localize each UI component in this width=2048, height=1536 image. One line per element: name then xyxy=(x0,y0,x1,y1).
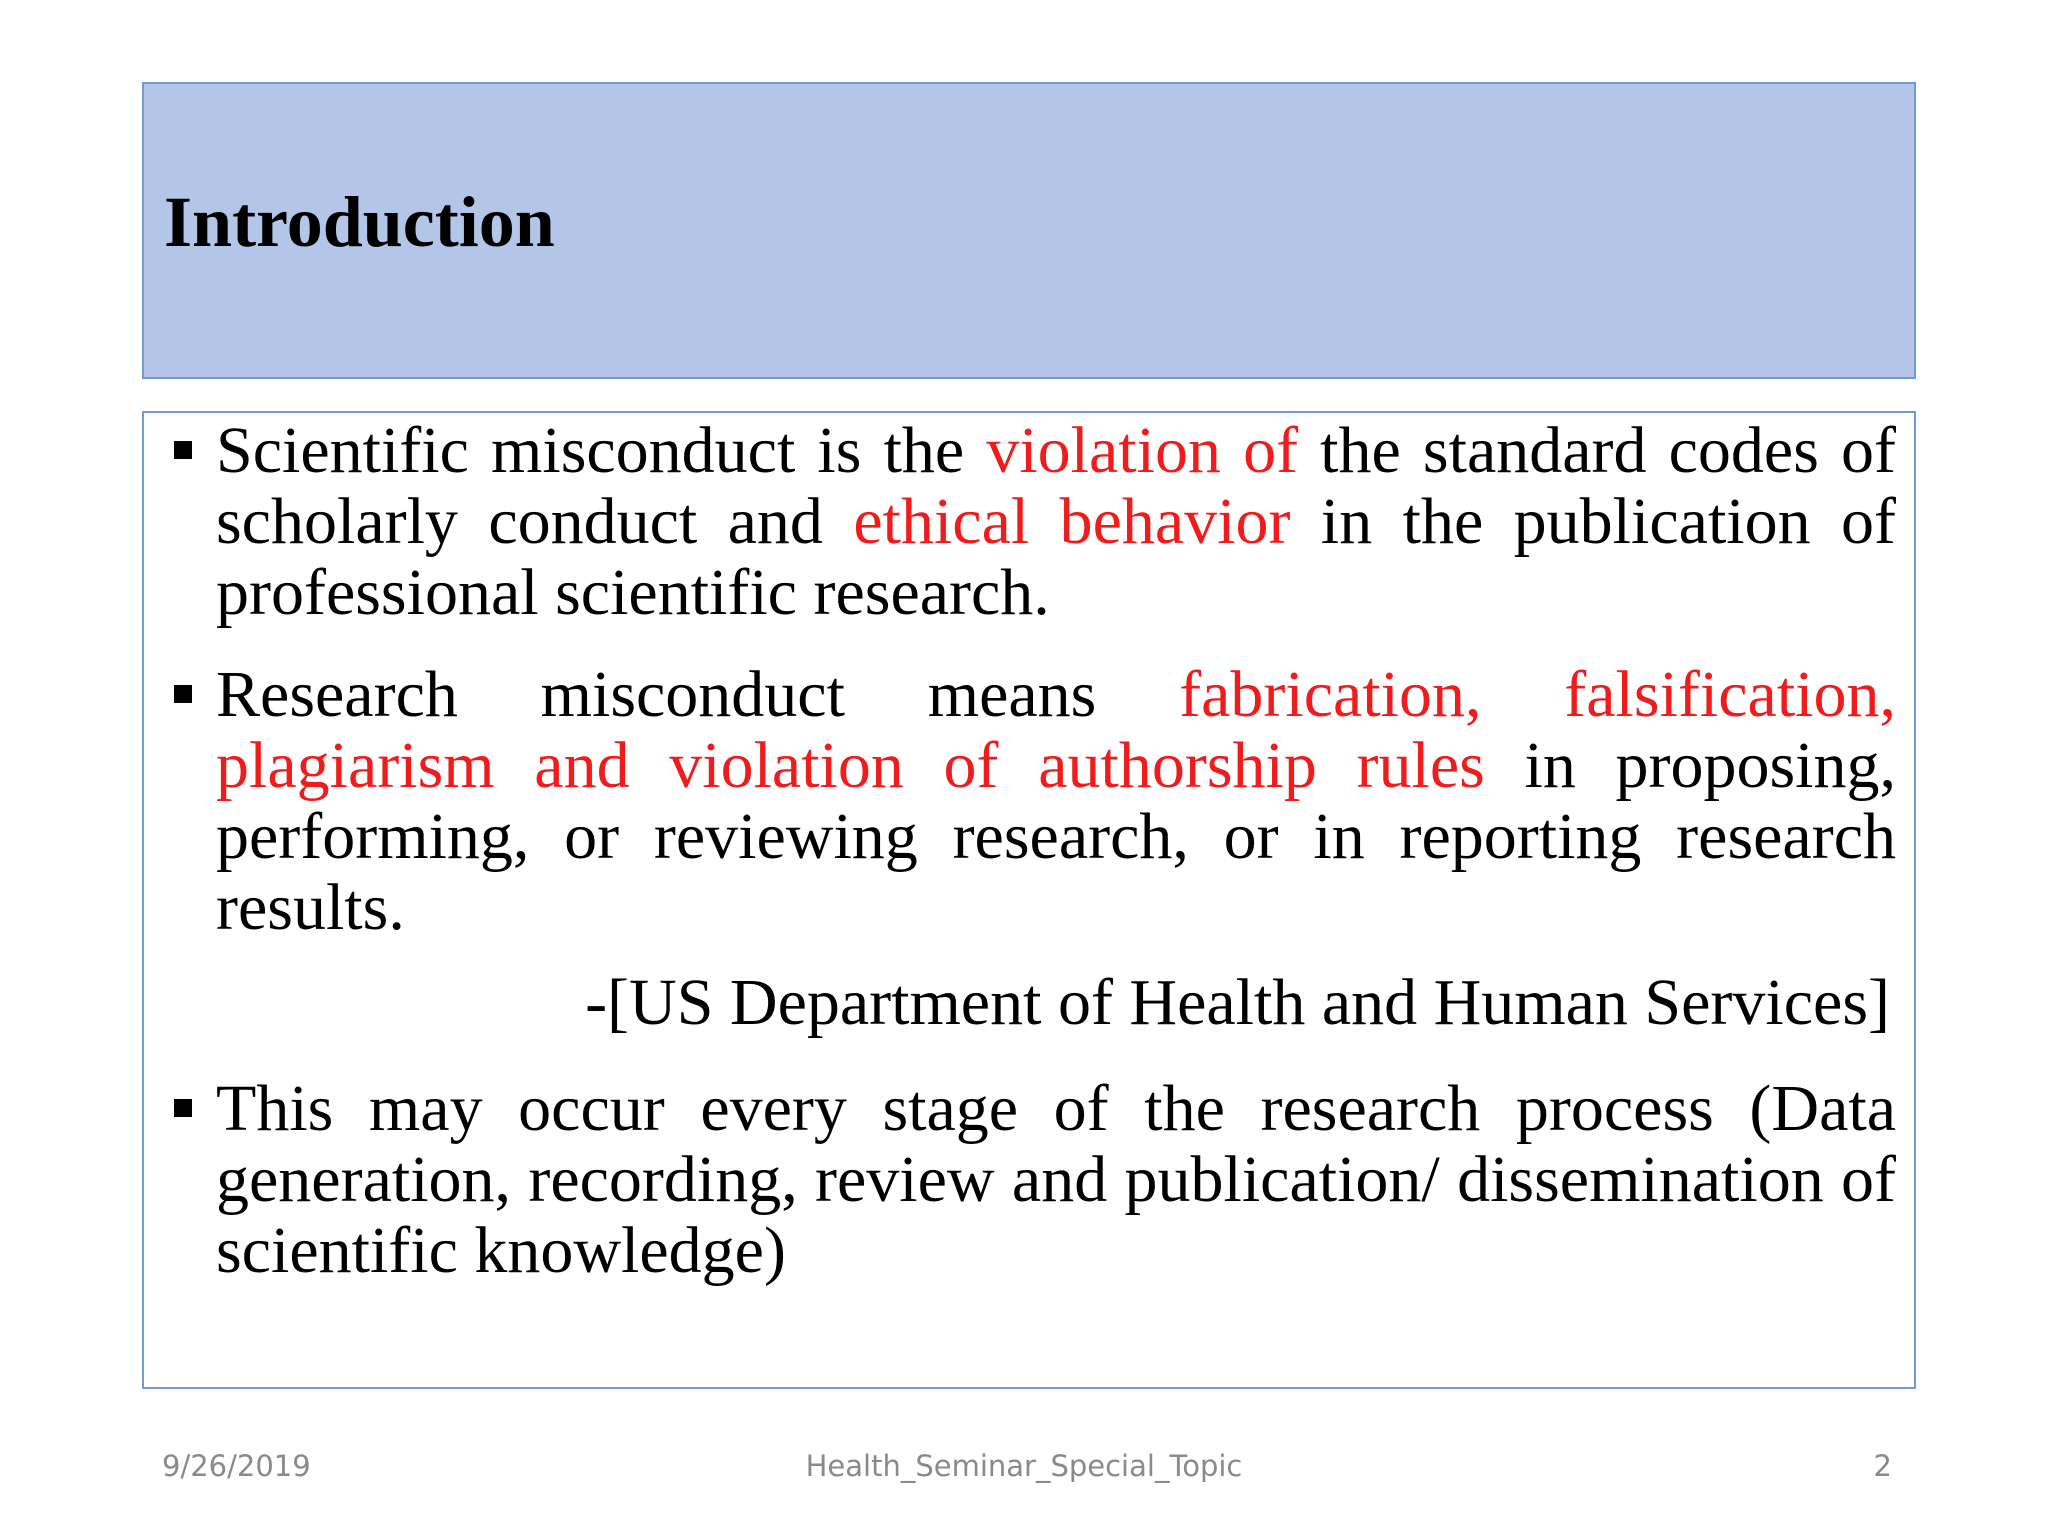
title-placeholder xyxy=(142,82,1916,379)
bullet-1-highlight-2: ethical behavior xyxy=(853,485,1291,558)
bullet-1-part-2: the standard codes of scholarly conduct and xyxy=(216,414,1896,558)
content-placeholder xyxy=(142,411,1916,1389)
bullet-item-2 xyxy=(216,659,1896,943)
footer-page-number: 2 xyxy=(1873,1449,1892,1483)
bullet-2-part-1: Research misconduct means xyxy=(216,658,1180,731)
square-bullet-icon xyxy=(174,1099,192,1117)
bullet-2-highlight: fabrication, falsification, plagiarism and violation of authorship rules xyxy=(216,658,1896,802)
footer-date: 9/26/2019 xyxy=(162,1449,311,1483)
footer-title: Health_Seminar_Special_Topic xyxy=(805,1449,1243,1483)
bullet-1-part-1: Scientific misconduct is the xyxy=(216,414,987,487)
bullet-2-part-2: in proposing, performing, or reviewing research, or in reporting research results. xyxy=(216,729,1896,944)
slide-title: Introduction xyxy=(164,182,555,262)
bullet-1-highlight-1: violation of xyxy=(986,414,1299,487)
bullet-3-text: This may occur every stage of the research process (Data generation, recording, review and publication/ dissemination of scientific knowledge) xyxy=(216,1072,1896,1287)
square-bullet-icon xyxy=(174,441,192,459)
bullet-1-part-3: in the publication of professional scientific research. xyxy=(216,485,1896,629)
bullet-item-1 xyxy=(216,415,1896,628)
bullet-item-3 xyxy=(216,1073,1896,1286)
square-bullet-icon xyxy=(174,685,192,703)
citation: -[US Department of Health and Human Services] xyxy=(585,966,1890,1039)
